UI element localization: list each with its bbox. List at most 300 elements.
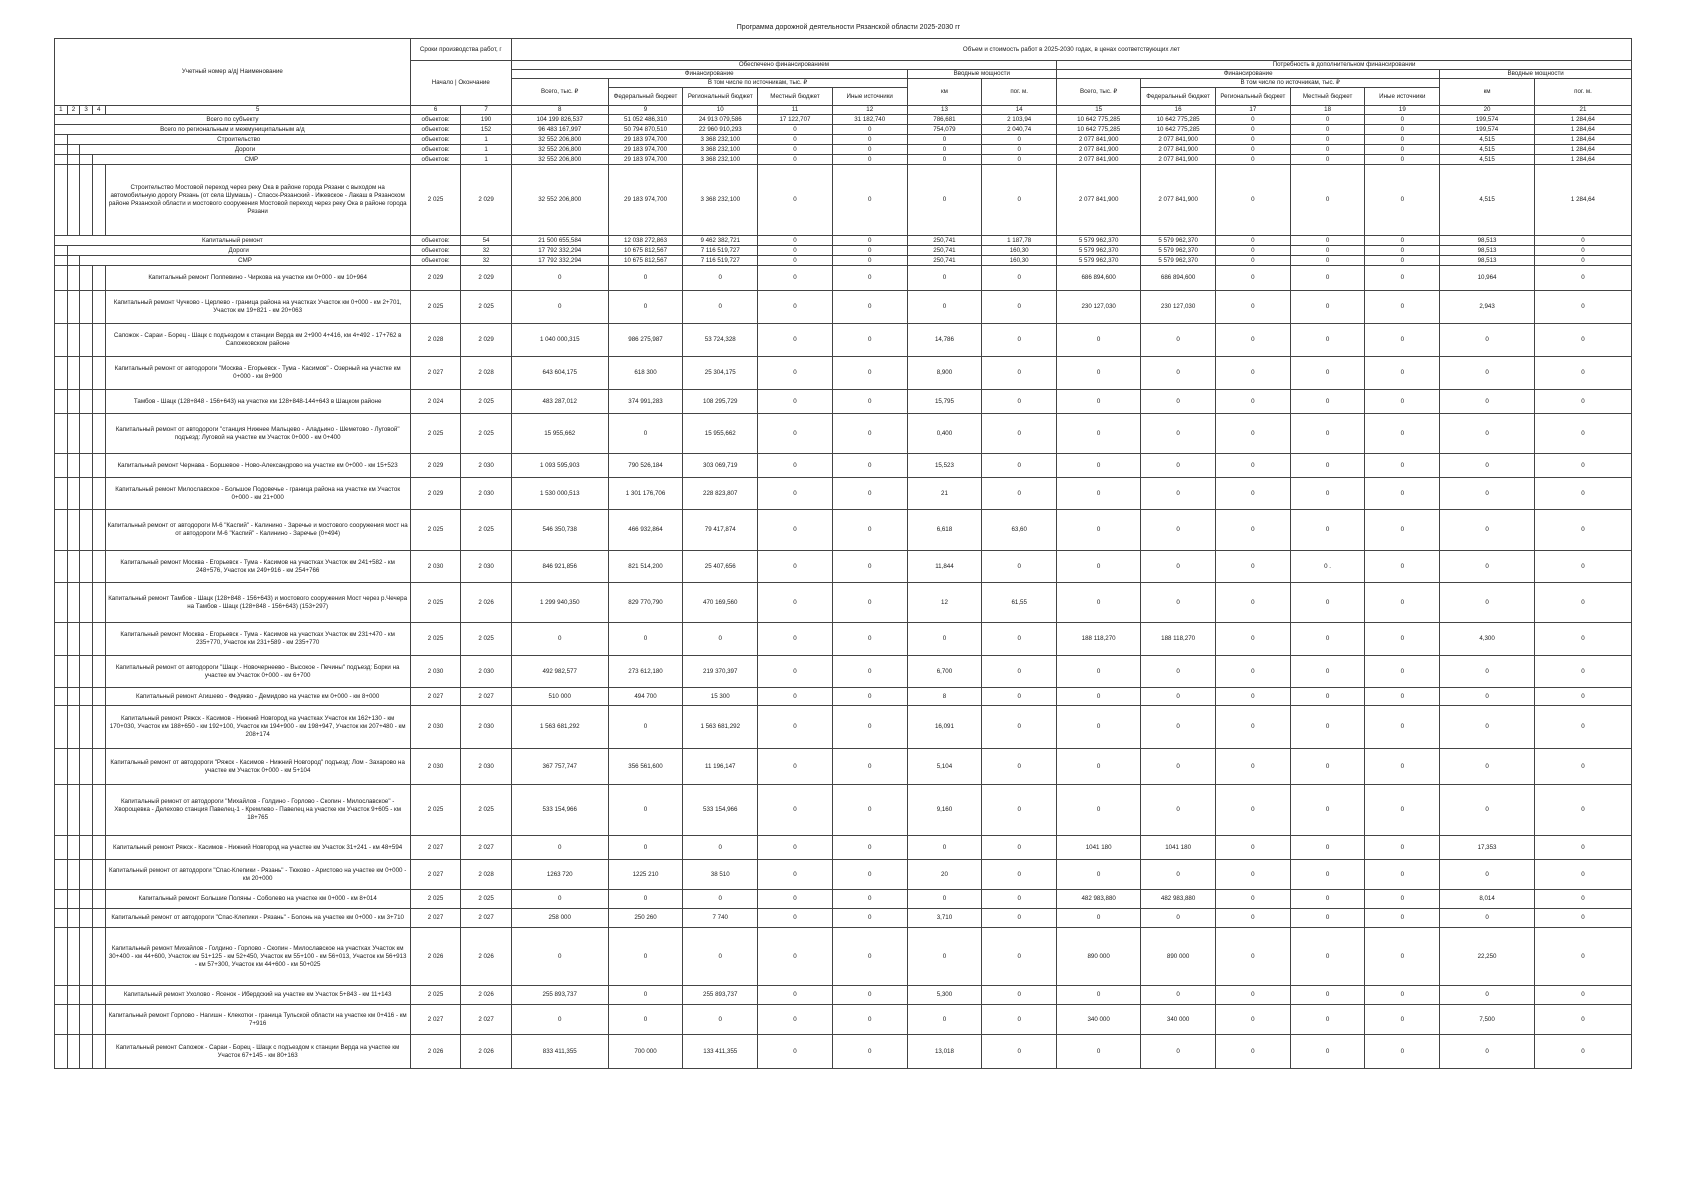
item-value: 0 [1215, 165, 1290, 236]
summary-value: 250,741 [907, 236, 982, 246]
summary-value: 10 642 775,285 [1057, 125, 1141, 135]
indent-cell [92, 1035, 105, 1069]
item-value: 0 [1141, 324, 1216, 357]
item-value: 0 [758, 1035, 833, 1069]
header-capacity: Вводные мощности [907, 70, 1056, 79]
indent-cell [67, 656, 80, 688]
summary-value: 0 [1365, 155, 1440, 165]
indent-cell [67, 688, 80, 706]
summary-value: 0 [1290, 135, 1365, 145]
summary-value: 0 [907, 135, 982, 145]
table-row [55, 623, 1632, 656]
item-value: 0 [982, 860, 1057, 890]
item-value: 3 368 232,100 [683, 165, 758, 236]
item-value: 0 [1057, 909, 1141, 928]
item-value: 2 025 [410, 414, 461, 454]
summary-row [55, 135, 1632, 145]
item-value: 0 [1440, 551, 1535, 583]
summary-value: 2 077 841,900 [1057, 135, 1141, 145]
item-value: 0 [1440, 454, 1535, 478]
summary-value: 0 [1215, 246, 1290, 256]
summary-value: 31 182,740 [832, 115, 907, 125]
item-value: 643 604,175 [511, 357, 608, 390]
item-value: 0 [1290, 890, 1365, 909]
item-value: 1225 210 [608, 860, 683, 890]
summary-value: 0 [1365, 145, 1440, 155]
column-number: 18 [1290, 106, 1365, 115]
item-value: 0 [832, 324, 907, 357]
item-value: 0 [1365, 551, 1440, 583]
header-capacity-2: Вводные мощности [1440, 70, 1632, 79]
item-value: 0 [1141, 860, 1216, 890]
item-value: 0 [1534, 478, 1631, 510]
table-row [55, 909, 1632, 928]
item-name: Капитальный ремонт Сапожок - Сараи - Борец - Шацк с подъездом к станции Верда на участке км Участок 67+145 - км 80+163 [105, 1035, 410, 1069]
item-value: 0 [511, 890, 608, 909]
indent-cell [67, 165, 80, 236]
item-value: 5,104 [907, 749, 982, 785]
indent-cell [92, 656, 105, 688]
indent-cell [92, 390, 105, 414]
item-value: 0 [1440, 357, 1535, 390]
item-value: 0 [1215, 291, 1290, 324]
indent-cell [55, 266, 68, 291]
summary-value: 10 675 812,567 [608, 246, 683, 256]
item-name: Капитальный ремонт Агишево - Федякво - Демидово на участке км 0+000 - км 8+000 [105, 688, 410, 706]
summary-label: Капитальный ремонт [55, 236, 411, 246]
column-number: 7 [461, 106, 512, 115]
item-value: 0 [1440, 749, 1535, 785]
item-value: 2 030 [461, 478, 512, 510]
indent-cell [92, 291, 105, 324]
indent-cell [55, 414, 68, 454]
summary-value: 5 579 962,370 [1141, 236, 1216, 246]
item-value: 0 [832, 909, 907, 928]
header-name: Учетный номер а/д| Наименование [55, 39, 411, 106]
item-value: 0 [1534, 785, 1631, 836]
item-value: 0 [1365, 706, 1440, 749]
summary-value: 17 792 332,294 [511, 246, 608, 256]
item-value: 0 [683, 890, 758, 909]
item-value: 0 [1141, 357, 1216, 390]
column-number-row [55, 106, 1632, 115]
item-value: 0 [758, 986, 833, 1005]
item-name: Капитальный ремонт Чучково - Церлево - граница района на участках Участок км 0+000 - км 2+701, Участок км 19+821 - км 20+063 [105, 291, 410, 324]
indent-cell [67, 785, 80, 836]
item-value: 2 025 [410, 986, 461, 1005]
indent-cell [55, 656, 68, 688]
item-value: 0 [758, 583, 833, 623]
item-value: 0 [758, 836, 833, 860]
summary-row [55, 125, 1632, 135]
item-value: 0 [758, 266, 833, 291]
indent-cell [80, 583, 93, 623]
item-value: 32 552 206,800 [511, 165, 608, 236]
item-value: 0 [1057, 454, 1141, 478]
item-value: 9,160 [907, 785, 982, 836]
item-value: 0 [982, 165, 1057, 236]
summary-value: 5 579 962,370 [1141, 256, 1216, 266]
item-value: 0 [511, 266, 608, 291]
indent-cell [92, 986, 105, 1005]
indent-cell [92, 890, 105, 909]
item-value: 0 [982, 688, 1057, 706]
item-name: Капитальный ремонт от автодороги "Москва - Егорьевск - Тума - Касимов" - Озерный на участке км 0+000 - км 8+900 [105, 357, 410, 390]
item-value: 0 [1215, 623, 1290, 656]
item-value: 2 027 [410, 688, 461, 706]
item-value: 0 [1141, 454, 1216, 478]
summary-value: 0 [982, 135, 1057, 145]
header-loc: Местный бюджет [758, 88, 833, 106]
item-value: 0 [1141, 510, 1216, 551]
item-value: 2 029 [410, 478, 461, 510]
item-value: 133 411,355 [683, 1035, 758, 1069]
indent-cell [92, 706, 105, 749]
summary-value: 29 183 974,700 [608, 135, 683, 145]
table-row [55, 1005, 1632, 1035]
indent-cell [67, 836, 80, 860]
item-value: 2 027 [461, 688, 512, 706]
item-value: 4,515 [1440, 165, 1535, 236]
item-value: 0 [1365, 478, 1440, 510]
item-name: Капитальный ремонт от автодороги "Михайлов - Голдино - Горлово - Скопин - Милославское" - Хворощевка - Делехово станция Павелец-1 - Кремлево - Павелец на участке км Участок 9+605 - км 18+765 [105, 785, 410, 836]
indent-cell [80, 324, 93, 357]
item-value: 0 [1534, 454, 1631, 478]
item-value: 0 [1365, 860, 1440, 890]
item-value: 0 [1290, 510, 1365, 551]
table-row [55, 836, 1632, 860]
header-reg: Региональный бюджет [683, 88, 758, 106]
indent-cell [67, 266, 80, 291]
summary-value: 98,513 [1440, 246, 1535, 256]
item-value: 790 526,184 [608, 454, 683, 478]
item-value: 0 [1215, 414, 1290, 454]
item-value: 4,300 [1440, 623, 1535, 656]
summary-value: 9 462 382,721 [683, 236, 758, 246]
item-value: 0 [1215, 688, 1290, 706]
item-value: 0 [907, 928, 982, 986]
item-value: 2 030 [410, 706, 461, 749]
item-value: 2 026 [410, 1035, 461, 1069]
item-value: 0 [832, 551, 907, 583]
indent-cell [67, 551, 80, 583]
item-value: 0 [608, 928, 683, 986]
summary-unit: объектов: [410, 115, 461, 125]
item-value: 12 [907, 583, 982, 623]
item-value: 0 [1440, 583, 1535, 623]
summary-value: 2 077 841,900 [1057, 155, 1141, 165]
item-value: 0 [832, 688, 907, 706]
item-value: 2 026 [461, 583, 512, 623]
indent-cell [67, 155, 80, 165]
column-number: 10 [683, 106, 758, 115]
item-value: 0 [1440, 688, 1535, 706]
item-value: 0 [1215, 1005, 1290, 1035]
item-value: 7 740 [683, 909, 758, 928]
summary-value: 7 116 519,727 [683, 256, 758, 266]
item-value: 0 [683, 928, 758, 986]
item-value: 0 [758, 928, 833, 986]
item-value: 0 [683, 291, 758, 324]
summary-value: 0 [1290, 236, 1365, 246]
item-value: 0 [1290, 390, 1365, 414]
header-total-2: Всего, тыс. ₽ [1057, 79, 1141, 106]
indent-cell [55, 836, 68, 860]
header-reg-2: Региональный бюджет [1215, 88, 1290, 106]
indent-cell [80, 749, 93, 785]
table-row [55, 749, 1632, 785]
item-value: 482 983,880 [1057, 890, 1141, 909]
item-value: 219 370,397 [683, 656, 758, 688]
item-value: 340 000 [1057, 1005, 1141, 1035]
item-value: 0 [832, 478, 907, 510]
table-row [55, 551, 1632, 583]
item-value: 470 169,560 [683, 583, 758, 623]
summary-value: 190 [461, 115, 512, 125]
indent-cell [67, 510, 80, 551]
indent-cell [67, 357, 80, 390]
item-value: 0 [982, 390, 1057, 414]
item-value: 0 [1215, 890, 1290, 909]
item-value: 2 030 [410, 656, 461, 688]
item-value: 0 [832, 454, 907, 478]
item-value: 0 [982, 909, 1057, 928]
column-number: 3 [80, 106, 93, 115]
item-value: 228 823,807 [683, 478, 758, 510]
summary-value: 3 368 232,100 [683, 155, 758, 165]
item-value: 2 025 [410, 890, 461, 909]
column-number: 19 [1365, 106, 1440, 115]
item-value: 0 [832, 266, 907, 291]
summary-value: 0 [907, 155, 982, 165]
item-value: 303 069,719 [683, 454, 758, 478]
item-value: 0 [608, 414, 683, 454]
item-value: 0 [832, 836, 907, 860]
header-secured: Обеспечено финансированием [511, 61, 1056, 70]
item-value: 0 [1215, 510, 1290, 551]
summary-value: 0 [1215, 145, 1290, 155]
table-row [55, 583, 1632, 623]
item-value: 188 118,270 [1057, 623, 1141, 656]
table-row [55, 324, 1632, 357]
item-value: 2 025 [410, 165, 461, 236]
indent-cell [80, 706, 93, 749]
summary-unit: объектов: [410, 246, 461, 256]
indent-cell [80, 478, 93, 510]
item-value: 0 [1534, 583, 1631, 623]
item-name: Капитальный ремонт Москва - Егорьевск - Тума - Касимов на участках Участок км 241+582 - км 248+576, Участок км 249+916 - км 254+766 [105, 551, 410, 583]
summary-value: 0 [758, 145, 833, 155]
item-value: 0 [907, 291, 982, 324]
table-row [55, 266, 1632, 291]
document-title: Программа дорожной деятельности Рязанской области 2025-2030 гг [736, 24, 961, 31]
item-value: 0 [1057, 414, 1141, 454]
item-value: 0 [982, 1005, 1057, 1035]
column-number: 14 [982, 106, 1057, 115]
summary-value: 0 [1215, 155, 1290, 165]
summary-value: 12 038 272,863 [608, 236, 683, 246]
table-row [55, 986, 1632, 1005]
table-row [55, 928, 1632, 986]
indent-cell [92, 749, 105, 785]
item-name: Капитальный ремонт Полпевино - Чиркова на участке км 0+000 - км 10+964 [105, 266, 410, 291]
item-value: 0 [1365, 165, 1440, 236]
indent-cell [80, 860, 93, 890]
item-name: Капитальный ремонт от автодороги "Ряжск - Касимов - Нижний Новгород" подъезд: Лом - Захарово на участке км Участок 0+000 - км 5+104 [105, 749, 410, 785]
item-value: 0 [1141, 583, 1216, 623]
item-value: 533 154,966 [683, 785, 758, 836]
item-value: 0 [758, 706, 833, 749]
item-value: 255 893,737 [511, 986, 608, 1005]
item-value: 0 [1290, 928, 1365, 986]
summary-value: 5 579 962,370 [1057, 246, 1141, 256]
summary-value: 0 [758, 236, 833, 246]
item-value: 0 [1365, 986, 1440, 1005]
item-value: 0 [907, 165, 982, 236]
summary-value: 2 077 841,900 [1141, 145, 1216, 155]
item-value: 2 026 [461, 928, 512, 986]
column-number: 1 [55, 106, 68, 115]
indent-cell [67, 145, 80, 155]
summary-value: 1 284,64 [1534, 115, 1631, 125]
item-value: 0 [1057, 688, 1141, 706]
item-value: 0 [1141, 1035, 1216, 1069]
program-table [54, 38, 1632, 1069]
header-fed-2: Федеральный бюджет [1141, 88, 1216, 106]
header-period: Сроки производства работ, г [410, 39, 511, 61]
header-loc-2: Местный бюджет [1290, 88, 1365, 106]
summary-value: 0 [1365, 246, 1440, 256]
header-oth-2: Иные источники [1365, 88, 1440, 106]
item-value: 0 [758, 890, 833, 909]
table-row [55, 890, 1632, 909]
indent-cell [55, 256, 68, 266]
indent-cell [55, 155, 68, 165]
indent-cell [92, 357, 105, 390]
item-value: 0 [608, 623, 683, 656]
indent-cell [80, 890, 93, 909]
item-value: 0 [758, 785, 833, 836]
item-value: 0 [758, 478, 833, 510]
item-value: 1 299 940,350 [511, 583, 608, 623]
header-pm: пог. м. [982, 79, 1057, 106]
column-number: 16 [1141, 106, 1216, 115]
item-name: Строительство Мостовой переход через реку Ока в районе города Рязани с выходом на автомобильную дорогу Рязань (от села Шумашь) - Спасск-Рязанский - Ижевское - Лакаш в Рязанском районе Рязанской области и мостового сооружения Мостовой переход через реку Ока в районе города Рязани [105, 165, 410, 236]
item-value: 0 [1290, 749, 1365, 785]
summary-label: Всего по региональным и межмуниципальным а/д [55, 125, 411, 135]
item-value: 0 [1215, 1035, 1290, 1069]
summary-value: 0 [1365, 256, 1440, 266]
summary-unit: объектов: [410, 236, 461, 246]
item-value: 0 [511, 291, 608, 324]
item-value: 2 030 [461, 749, 512, 785]
indent-cell [80, 623, 93, 656]
summary-value: 160,30 [982, 256, 1057, 266]
summary-value: 2 077 841,900 [1057, 145, 1141, 155]
item-value: 0 [982, 551, 1057, 583]
item-value: 0 [1534, 291, 1631, 324]
item-value: 2 025 [410, 510, 461, 551]
item-value: 0 [1534, 324, 1631, 357]
item-value: 29 183 974,700 [608, 165, 683, 236]
item-value: 0 [1290, 478, 1365, 510]
summary-value: 1 [461, 135, 512, 145]
summary-value: 0 [758, 125, 833, 135]
item-value: 0 [1215, 324, 1290, 357]
item-value: 0 [1534, 414, 1631, 454]
item-value: 0 [1141, 390, 1216, 414]
item-name: Капитальный ремонт Ряжск - Касимов - Нижний Новгород на участке км Участок 31+241 - км 48+594 [105, 836, 410, 860]
summary-value: 4,515 [1440, 145, 1535, 155]
item-value: 15 300 [683, 688, 758, 706]
column-number: 11 [758, 106, 833, 115]
indent-cell [92, 909, 105, 928]
item-value: 61,55 [982, 583, 1057, 623]
summary-value: 199,574 [1440, 125, 1535, 135]
item-value: 0 [1290, 909, 1365, 928]
item-value: 0 [1534, 551, 1631, 583]
item-value: 0 [1290, 291, 1365, 324]
summary-unit: объектов: [410, 145, 461, 155]
item-value: 25 304,175 [683, 357, 758, 390]
indent-cell [67, 1035, 80, 1069]
item-value: 0 [1290, 583, 1365, 623]
summary-value: 0 [832, 135, 907, 145]
item-value: 2 029 [461, 165, 512, 236]
item-value: 0 [1534, 266, 1631, 291]
item-value: 14,786 [907, 324, 982, 357]
summary-value: 0 [1215, 256, 1290, 266]
indent-cell [67, 414, 80, 454]
item-value: 38 510 [683, 860, 758, 890]
table-row [55, 454, 1632, 478]
summary-value: 0 [832, 236, 907, 246]
item-value: 0 [832, 860, 907, 890]
item-value: 2 026 [461, 986, 512, 1005]
item-value: 686 894,600 [1141, 266, 1216, 291]
item-value: 0 [1215, 656, 1290, 688]
item-value: 0 [1365, 414, 1440, 454]
item-value: 2 025 [461, 785, 512, 836]
table-row [55, 390, 1632, 414]
item-value: 0 [608, 291, 683, 324]
item-value: 0 [1534, 623, 1631, 656]
item-value: 0 [1057, 1035, 1141, 1069]
item-value: 0 [832, 749, 907, 785]
item-value: 0 [608, 836, 683, 860]
summary-value: 2 103,94 [982, 115, 1057, 125]
item-value: 5,300 [907, 986, 982, 1005]
summary-value: 0 [1290, 155, 1365, 165]
item-value: 2 030 [410, 749, 461, 785]
item-value: 0 [1365, 266, 1440, 291]
item-value: 0 [1057, 656, 1141, 688]
item-name: Капитальный ремонт Большие Поляны - Соболево на участке км 0+000 - км 8+014 [105, 890, 410, 909]
item-value: 829 770,790 [608, 583, 683, 623]
item-value: 0 [1290, 414, 1365, 454]
item-value: 0 [982, 656, 1057, 688]
indent-cell [92, 454, 105, 478]
table-row [55, 1035, 1632, 1069]
indent-cell [80, 909, 93, 928]
column-number: 9 [608, 106, 683, 115]
indent-cell [67, 860, 80, 890]
item-value: 0 [832, 1035, 907, 1069]
item-value: 686 894,600 [1057, 266, 1141, 291]
summary-value: 0 [832, 125, 907, 135]
item-value: 0 [907, 890, 982, 909]
item-value: 0 [1290, 836, 1365, 860]
